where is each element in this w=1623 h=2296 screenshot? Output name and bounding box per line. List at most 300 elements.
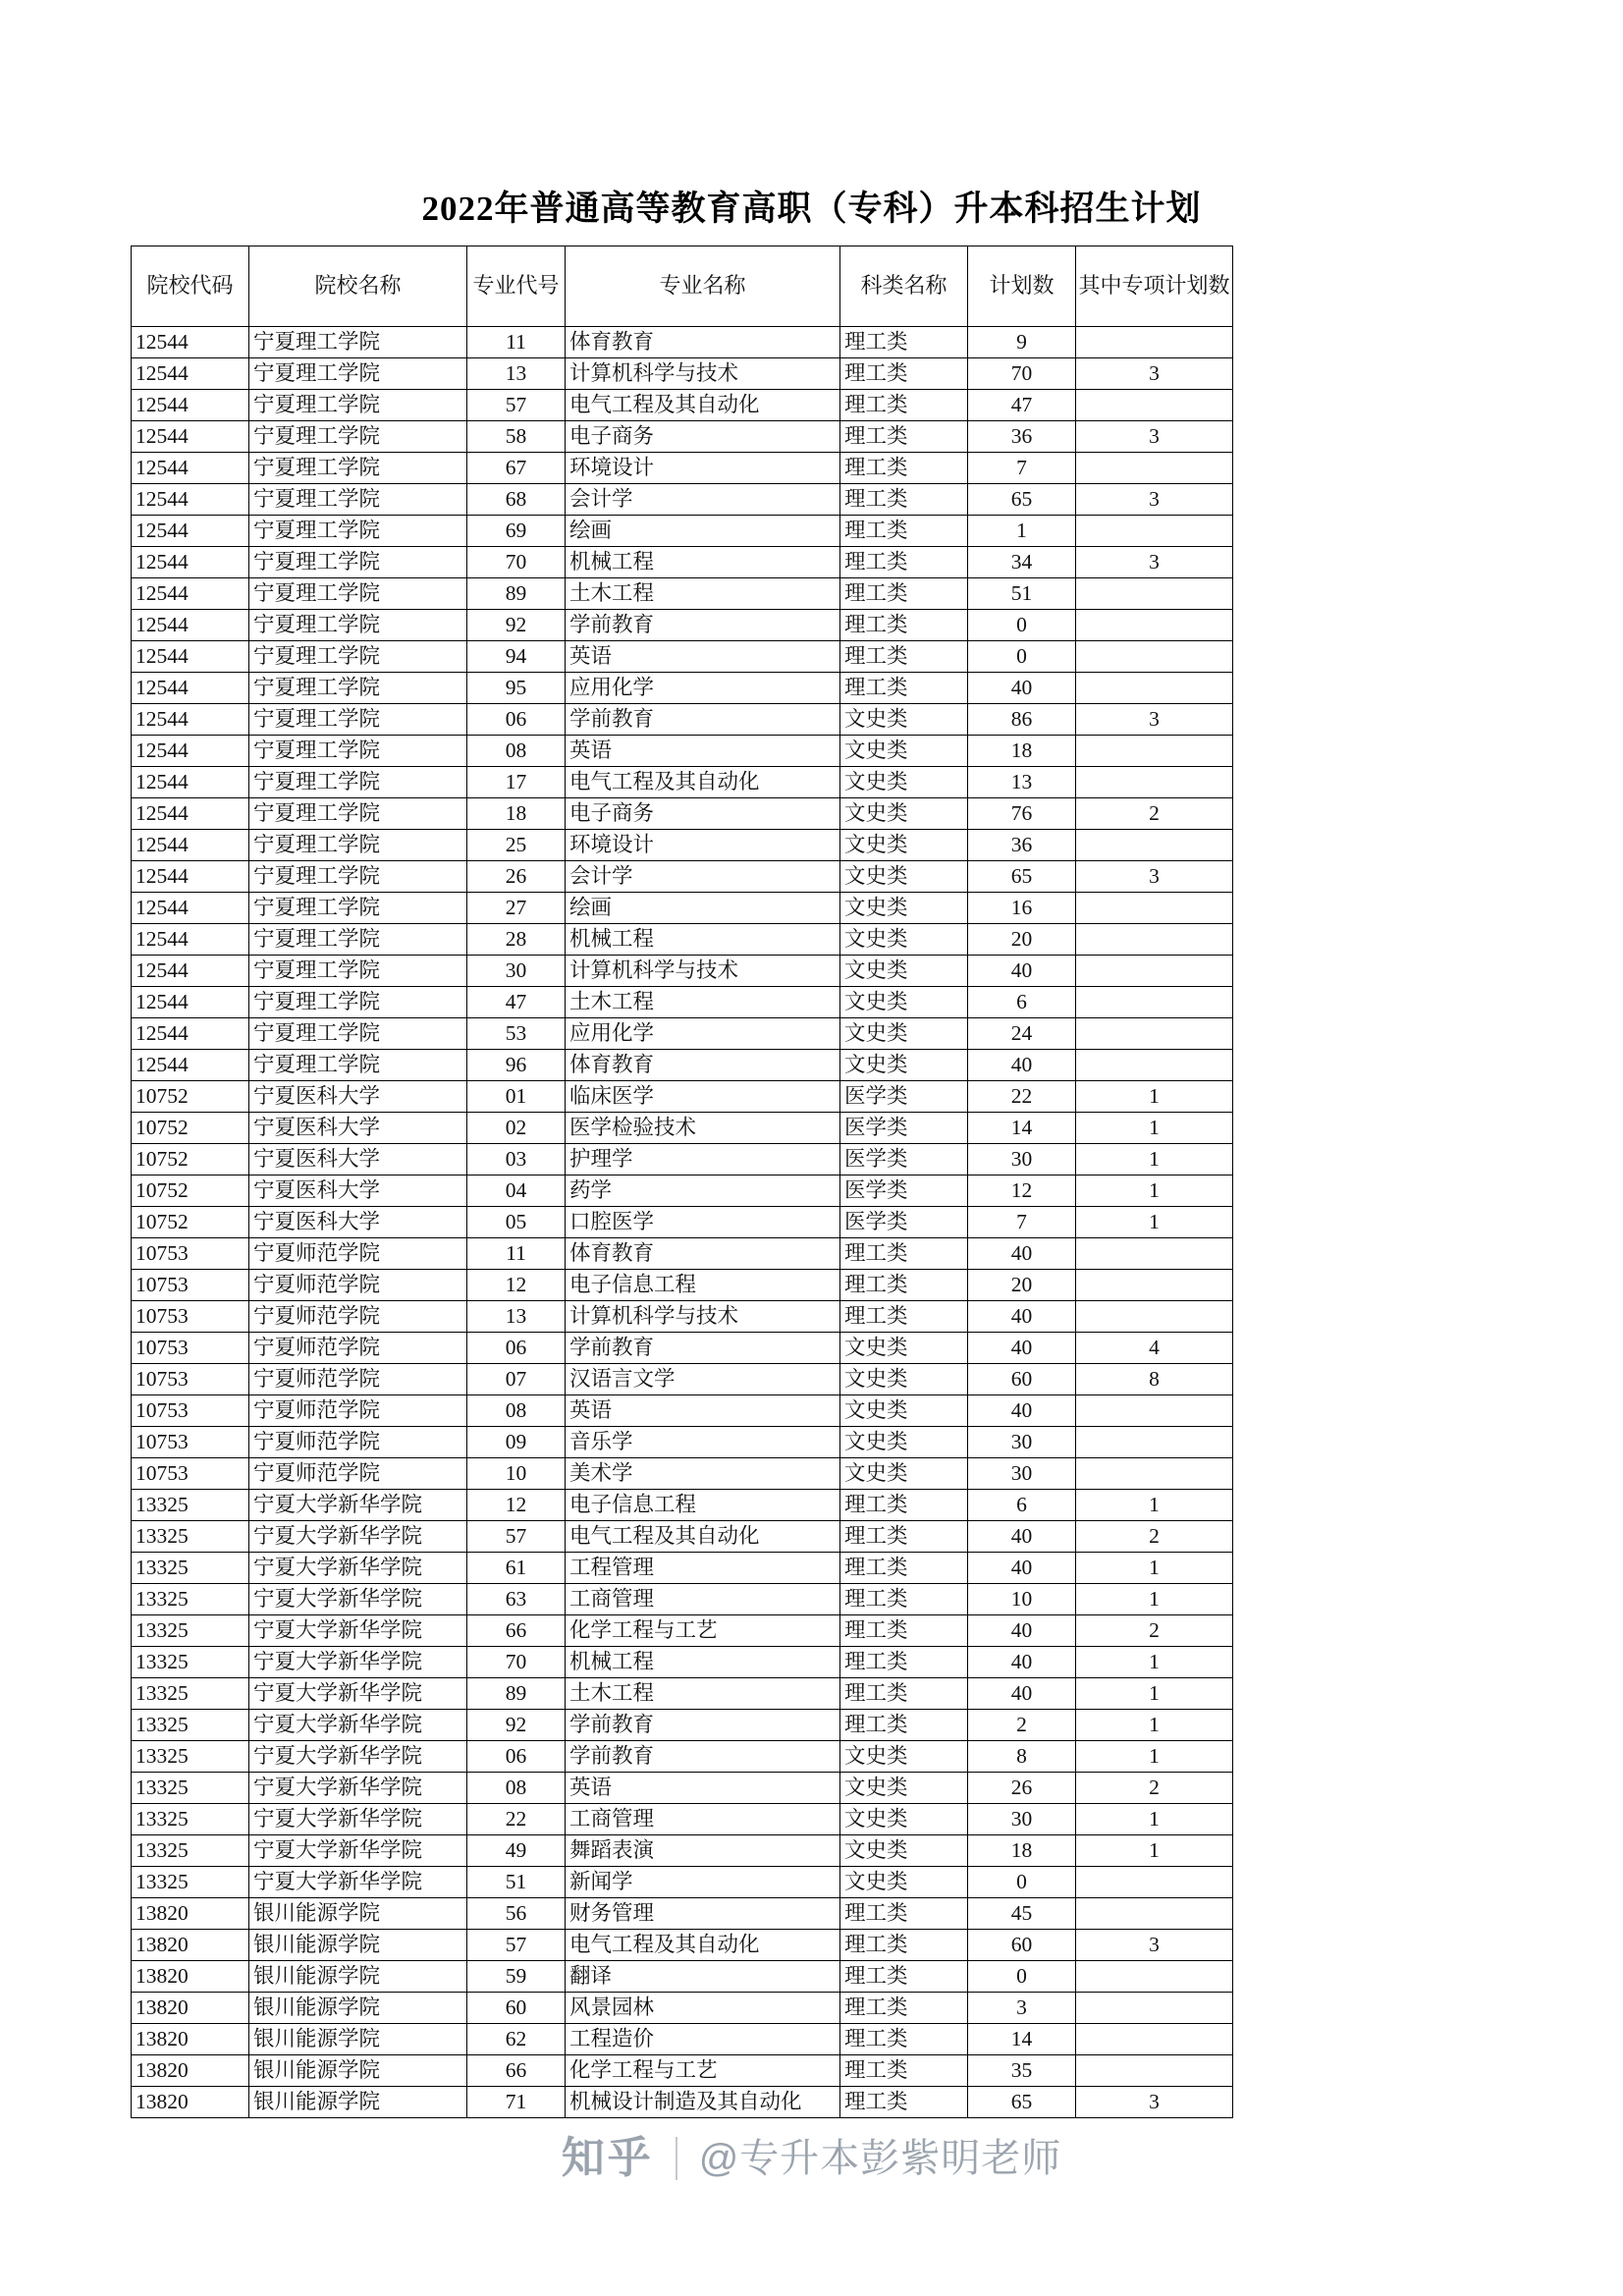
cell-cat: 医学类 <box>840 1144 968 1175</box>
table-row <box>132 2055 1233 2087</box>
cell-plan: 36 <box>968 830 1076 861</box>
cell-cat: 理工类 <box>840 1710 968 1741</box>
table-row <box>132 578 1233 610</box>
cell-majno: 89 <box>467 1678 566 1710</box>
cell-school: 宁夏理工学院 <box>249 578 467 610</box>
cell-school: 宁夏大学新华学院 <box>249 1521 467 1553</box>
cell-plan: 0 <box>968 641 1076 673</box>
table-row <box>132 641 1233 673</box>
cell-spec: 4 <box>1076 1333 1233 1364</box>
cell-code: 13325 <box>132 1647 249 1678</box>
cell-school: 宁夏理工学院 <box>249 673 467 704</box>
cell-majno: 61 <box>467 1553 566 1584</box>
cell-code: 13325 <box>132 1710 249 1741</box>
cell-school: 宁夏理工学院 <box>249 390 467 421</box>
cell-spec: 1 <box>1076 1741 1233 1773</box>
cell-school: 宁夏大学新华学院 <box>249 1710 467 1741</box>
cell-majno: 12 <box>467 1490 566 1521</box>
cell-spec: 3 <box>1076 421 1233 453</box>
cell-majno: 59 <box>467 1961 566 1993</box>
cell-cat: 理工类 <box>840 421 968 453</box>
column-header-plan-count: 计划数 <box>968 246 1076 327</box>
cell-cat: 理工类 <box>840 516 968 547</box>
cell-cat: 理工类 <box>840 1553 968 1584</box>
cell-major: 风景园林 <box>566 1993 840 2024</box>
cell-code: 12544 <box>132 893 249 924</box>
cell-school: 宁夏理工学院 <box>249 453 467 484</box>
cell-school: 银川能源学院 <box>249 2024 467 2055</box>
cell-cat: 文史类 <box>840 798 968 830</box>
table-row <box>132 421 1233 453</box>
cell-major: 机械设计制造及其自动化 <box>566 2087 840 2118</box>
cell-major: 体育教育 <box>566 327 840 358</box>
cell-code: 10752 <box>132 1207 249 1238</box>
table-row <box>132 453 1233 484</box>
cell-school: 宁夏医科大学 <box>249 1207 467 1238</box>
cell-majno: 25 <box>467 830 566 861</box>
cell-code: 12544 <box>132 516 249 547</box>
cell-code: 10752 <box>132 1081 249 1113</box>
cell-code: 12544 <box>132 704 249 736</box>
table-row <box>132 1993 1233 2024</box>
cell-cat: 理工类 <box>840 1238 968 1270</box>
column-header-category-name: 科类名称 <box>840 246 968 327</box>
watermark <box>0 2134 1623 2182</box>
cell-majno: 11 <box>467 327 566 358</box>
cell-major: 体育教育 <box>566 1050 840 1081</box>
cell-cat: 理工类 <box>840 484 968 516</box>
cell-cat: 理工类 <box>840 1993 968 2024</box>
cell-cat: 理工类 <box>840 1930 968 1961</box>
table-row <box>132 736 1233 767</box>
cell-code: 10752 <box>132 1113 249 1144</box>
cell-plan: 12 <box>968 1175 1076 1207</box>
cell-major: 应用化学 <box>566 1018 840 1050</box>
cell-major: 土木工程 <box>566 1678 840 1710</box>
table-row <box>132 1710 1233 1741</box>
cell-school: 宁夏师范学院 <box>249 1458 467 1490</box>
cell-major: 护理学 <box>566 1144 840 1175</box>
table-row <box>132 2087 1233 2118</box>
cell-school: 宁夏大学新华学院 <box>249 1741 467 1773</box>
cell-school: 宁夏大学新华学院 <box>249 1647 467 1678</box>
cell-school: 宁夏理工学院 <box>249 924 467 956</box>
cell-code: 13325 <box>132 1804 249 1835</box>
cell-major: 口腔医学 <box>566 1207 840 1238</box>
cell-majno: 18 <box>467 798 566 830</box>
cell-major: 工商管理 <box>566 1804 840 1835</box>
cell-major: 医学检验技术 <box>566 1113 840 1144</box>
cell-spec: 8 <box>1076 1364 1233 1395</box>
cell-school: 宁夏理工学院 <box>249 484 467 516</box>
cell-plan: 60 <box>968 1930 1076 1961</box>
cell-code: 13325 <box>132 1867 249 1898</box>
cell-cat: 理工类 <box>840 2024 968 2055</box>
cell-spec <box>1076 1050 1233 1081</box>
table-row <box>132 924 1233 956</box>
cell-plan: 36 <box>968 421 1076 453</box>
cell-plan: 30 <box>968 1458 1076 1490</box>
table-row <box>132 1615 1233 1647</box>
table-row <box>132 1333 1233 1364</box>
cell-school: 宁夏大学新华学院 <box>249 1835 467 1867</box>
table-row <box>132 767 1233 798</box>
cell-plan: 40 <box>968 1615 1076 1647</box>
cell-majno: 71 <box>467 2087 566 2118</box>
cell-plan: 40 <box>968 1301 1076 1333</box>
cell-code: 13325 <box>132 1490 249 1521</box>
cell-spec: 1 <box>1076 1081 1233 1113</box>
cell-majno: 08 <box>467 1395 566 1427</box>
cell-plan: 1 <box>968 516 1076 547</box>
cell-majno: 13 <box>467 1301 566 1333</box>
cell-school: 宁夏医科大学 <box>249 1113 467 1144</box>
cell-plan: 16 <box>968 893 1076 924</box>
cell-majno: 58 <box>467 421 566 453</box>
cell-school: 宁夏医科大学 <box>249 1175 467 1207</box>
cell-spec: 1 <box>1076 1207 1233 1238</box>
cell-spec: 3 <box>1076 861 1233 893</box>
cell-cat: 理工类 <box>840 1647 968 1678</box>
cell-majno: 57 <box>467 1521 566 1553</box>
cell-majno: 94 <box>467 641 566 673</box>
table-row <box>132 830 1233 861</box>
cell-major: 英语 <box>566 736 840 767</box>
cell-cat: 文史类 <box>840 1773 968 1804</box>
table-row <box>132 1144 1233 1175</box>
cell-cat: 文史类 <box>840 736 968 767</box>
watermark-author: @专升本彭紫明老师 <box>698 2137 1062 2180</box>
cell-code: 10753 <box>132 1301 249 1333</box>
cell-code: 13820 <box>132 2055 249 2087</box>
cell-major: 学前教育 <box>566 704 840 736</box>
cell-spec: 3 <box>1076 358 1233 390</box>
table-row <box>132 390 1233 421</box>
cell-major: 学前教育 <box>566 1710 840 1741</box>
cell-school: 宁夏大学新华学院 <box>249 1773 467 1804</box>
cell-majno: 51 <box>467 1867 566 1898</box>
table-row <box>132 1427 1233 1458</box>
cell-majno: 12 <box>467 1270 566 1301</box>
cell-code: 13325 <box>132 1584 249 1615</box>
cell-major: 药学 <box>566 1175 840 1207</box>
table-row <box>132 1835 1233 1867</box>
cell-school: 宁夏理工学院 <box>249 736 467 767</box>
cell-plan: 20 <box>968 924 1076 956</box>
cell-school: 宁夏大学新华学院 <box>249 1678 467 1710</box>
cell-major: 机械工程 <box>566 924 840 956</box>
cell-code: 12544 <box>132 956 249 987</box>
cell-spec: 3 <box>1076 1930 1233 1961</box>
cell-majno: 08 <box>467 736 566 767</box>
cell-school: 宁夏大学新华学院 <box>249 1804 467 1835</box>
cell-cat: 文史类 <box>840 924 968 956</box>
cell-school: 宁夏理工学院 <box>249 893 467 924</box>
cell-code: 12544 <box>132 987 249 1018</box>
cell-major: 英语 <box>566 1395 840 1427</box>
cell-major: 美术学 <box>566 1458 840 1490</box>
cell-code: 13325 <box>132 1615 249 1647</box>
cell-code: 10753 <box>132 1333 249 1364</box>
cell-spec <box>1076 1238 1233 1270</box>
cell-cat: 文史类 <box>840 1804 968 1835</box>
cell-school: 宁夏师范学院 <box>249 1395 467 1427</box>
cell-spec <box>1076 987 1233 1018</box>
table-row <box>132 327 1233 358</box>
admission-plan-table-wrap <box>131 246 1232 2118</box>
cell-school: 宁夏大学新华学院 <box>249 1553 467 1584</box>
cell-spec: 1 <box>1076 1647 1233 1678</box>
cell-plan: 60 <box>968 1364 1076 1395</box>
cell-major: 电子信息工程 <box>566 1490 840 1521</box>
cell-cat: 理工类 <box>840 1961 968 1993</box>
column-header-school-code: 院校代码 <box>132 246 249 327</box>
cell-spec: 1 <box>1076 1678 1233 1710</box>
cell-code: 13325 <box>132 1553 249 1584</box>
cell-plan: 13 <box>968 767 1076 798</box>
cell-plan: 6 <box>968 987 1076 1018</box>
cell-majno: 13 <box>467 358 566 390</box>
cell-plan: 2 <box>968 1710 1076 1741</box>
cell-school: 宁夏师范学院 <box>249 1301 467 1333</box>
cell-majno: 27 <box>467 893 566 924</box>
cell-majno: 53 <box>467 1018 566 1050</box>
cell-major: 机械工程 <box>566 1647 840 1678</box>
cell-code: 12544 <box>132 547 249 578</box>
cell-code: 12544 <box>132 327 249 358</box>
cell-major: 翻译 <box>566 1961 840 1993</box>
cell-majno: 06 <box>467 1333 566 1364</box>
cell-plan: 40 <box>968 1050 1076 1081</box>
cell-code: 13820 <box>132 2087 249 2118</box>
cell-major: 体育教育 <box>566 1238 840 1270</box>
cell-school: 银川能源学院 <box>249 1961 467 1993</box>
cell-plan: 65 <box>968 861 1076 893</box>
cell-plan: 6 <box>968 1490 1076 1521</box>
cell-spec <box>1076 610 1233 641</box>
cell-spec: 1 <box>1076 1113 1233 1144</box>
cell-major: 英语 <box>566 1773 840 1804</box>
cell-spec: 3 <box>1076 547 1233 578</box>
cell-cat: 文史类 <box>840 1427 968 1458</box>
cell-school: 宁夏理工学院 <box>249 987 467 1018</box>
cell-plan: 14 <box>968 1113 1076 1144</box>
table-row <box>132 861 1233 893</box>
cell-cat: 文史类 <box>840 1458 968 1490</box>
cell-spec: 1 <box>1076 1175 1233 1207</box>
cell-school: 宁夏理工学院 <box>249 610 467 641</box>
cell-major: 电气工程及其自动化 <box>566 1521 840 1553</box>
table-body <box>132 327 1233 2118</box>
cell-cat: 理工类 <box>840 358 968 390</box>
cell-major: 舞蹈表演 <box>566 1835 840 1867</box>
cell-code: 10753 <box>132 1427 249 1458</box>
cell-major: 绘画 <box>566 516 840 547</box>
table-row <box>132 956 1233 987</box>
cell-cat: 文史类 <box>840 1835 968 1867</box>
cell-school: 宁夏理工学院 <box>249 830 467 861</box>
cell-major: 电子信息工程 <box>566 1270 840 1301</box>
cell-major: 化学工程与工艺 <box>566 2055 840 2087</box>
cell-major: 机械工程 <box>566 547 840 578</box>
cell-school: 宁夏理工学院 <box>249 358 467 390</box>
table-row <box>132 1553 1233 1584</box>
table-header-row <box>132 246 1233 327</box>
cell-majno: 04 <box>467 1175 566 1207</box>
cell-major: 工程造价 <box>566 2024 840 2055</box>
page-title: 2022年普通高等教育高职（专科）升本科招生计划 <box>421 190 1202 228</box>
table-row <box>132 1458 1233 1490</box>
cell-school: 银川能源学院 <box>249 1993 467 2024</box>
cell-plan: 7 <box>968 1207 1076 1238</box>
watermark-divider <box>676 2137 677 2180</box>
cell-major: 电气工程及其自动化 <box>566 390 840 421</box>
table-row <box>132 1301 1233 1333</box>
cell-school: 宁夏大学新华学院 <box>249 1490 467 1521</box>
cell-plan: 34 <box>968 547 1076 578</box>
cell-majno: 66 <box>467 2055 566 2087</box>
cell-cat: 文史类 <box>840 767 968 798</box>
cell-code: 12544 <box>132 641 249 673</box>
cell-majno: 62 <box>467 2024 566 2055</box>
cell-major: 临床医学 <box>566 1081 840 1113</box>
cell-majno: 07 <box>467 1364 566 1395</box>
cell-majno: 47 <box>467 987 566 1018</box>
cell-cat: 理工类 <box>840 1301 968 1333</box>
cell-school: 宁夏医科大学 <box>249 1144 467 1175</box>
cell-code: 10752 <box>132 1144 249 1175</box>
cell-spec <box>1076 893 1233 924</box>
table-row <box>132 358 1233 390</box>
cell-cat: 文史类 <box>840 893 968 924</box>
cell-spec <box>1076 830 1233 861</box>
cell-major: 音乐学 <box>566 1427 840 1458</box>
cell-cat: 医学类 <box>840 1175 968 1207</box>
cell-majno: 06 <box>467 1741 566 1773</box>
cell-majno: 63 <box>467 1584 566 1615</box>
cell-spec <box>1076 327 1233 358</box>
cell-plan: 20 <box>968 1270 1076 1301</box>
cell-plan: 76 <box>968 798 1076 830</box>
cell-spec <box>1076 641 1233 673</box>
cell-major: 工商管理 <box>566 1584 840 1615</box>
cell-school: 宁夏理工学院 <box>249 1018 467 1050</box>
cell-majno: 03 <box>467 1144 566 1175</box>
cell-majno: 01 <box>467 1081 566 1113</box>
table-row <box>132 1270 1233 1301</box>
cell-school: 宁夏大学新华学院 <box>249 1615 467 1647</box>
column-header-school-name: 院校名称 <box>249 246 467 327</box>
cell-majno: 70 <box>467 1647 566 1678</box>
cell-majno: 57 <box>467 390 566 421</box>
cell-spec <box>1076 1961 1233 1993</box>
table-row <box>132 1018 1233 1050</box>
cell-school: 宁夏医科大学 <box>249 1081 467 1113</box>
cell-school: 银川能源学院 <box>249 1898 467 1930</box>
cell-cat: 文史类 <box>840 830 968 861</box>
cell-major: 环境设计 <box>566 453 840 484</box>
cell-school: 宁夏大学新华学院 <box>249 1584 467 1615</box>
table-row <box>132 1490 1233 1521</box>
cell-code: 13325 <box>132 1521 249 1553</box>
cell-school: 宁夏理工学院 <box>249 704 467 736</box>
cell-spec: 1 <box>1076 1710 1233 1741</box>
cell-school: 宁夏师范学院 <box>249 1238 467 1270</box>
cell-major: 电子商务 <box>566 798 840 830</box>
table-row <box>132 610 1233 641</box>
cell-code: 12544 <box>132 610 249 641</box>
cell-cat: 理工类 <box>840 1584 968 1615</box>
cell-cat: 理工类 <box>840 2055 968 2087</box>
cell-majno: 69 <box>467 516 566 547</box>
cell-majno: 49 <box>467 1835 566 1867</box>
cell-plan: 26 <box>968 1773 1076 1804</box>
cell-plan: 65 <box>968 2087 1076 2118</box>
cell-cat: 理工类 <box>840 547 968 578</box>
cell-major: 电气工程及其自动化 <box>566 767 840 798</box>
cell-cat: 医学类 <box>840 1113 968 1144</box>
cell-school: 宁夏大学新华学院 <box>249 1867 467 1898</box>
table-row <box>132 1867 1233 1898</box>
table-row <box>132 798 1233 830</box>
cell-major: 绘画 <box>566 893 840 924</box>
cell-spec <box>1076 736 1233 767</box>
table-row <box>132 1050 1233 1081</box>
cell-school: 宁夏理工学院 <box>249 516 467 547</box>
cell-cat: 理工类 <box>840 578 968 610</box>
cell-code: 12544 <box>132 390 249 421</box>
cell-spec <box>1076 767 1233 798</box>
cell-code: 12544 <box>132 578 249 610</box>
cell-spec <box>1076 390 1233 421</box>
cell-code: 12544 <box>132 484 249 516</box>
cell-plan: 8 <box>968 1741 1076 1773</box>
cell-major: 化学工程与工艺 <box>566 1615 840 1647</box>
cell-code: 13325 <box>132 1678 249 1710</box>
cell-plan: 86 <box>968 704 1076 736</box>
cell-spec: 2 <box>1076 1773 1233 1804</box>
cell-code: 10752 <box>132 1175 249 1207</box>
cell-spec <box>1076 1270 1233 1301</box>
table-row <box>132 1804 1233 1835</box>
cell-cat: 文史类 <box>840 1333 968 1364</box>
cell-spec: 3 <box>1076 2087 1233 2118</box>
cell-major: 会计学 <box>566 484 840 516</box>
cell-code: 13325 <box>132 1773 249 1804</box>
cell-spec <box>1076 1301 1233 1333</box>
cell-cat: 文史类 <box>840 1395 968 1427</box>
cell-code: 13820 <box>132 1961 249 1993</box>
cell-plan: 47 <box>968 390 1076 421</box>
cell-plan: 24 <box>968 1018 1076 1050</box>
cell-plan: 40 <box>968 1395 1076 1427</box>
cell-majno: 95 <box>467 673 566 704</box>
cell-code: 13820 <box>132 1930 249 1961</box>
table-row <box>132 987 1233 1018</box>
cell-majno: 22 <box>467 1804 566 1835</box>
cell-cat: 理工类 <box>840 327 968 358</box>
cell-plan: 40 <box>968 673 1076 704</box>
table-row <box>132 1741 1233 1773</box>
cell-spec: 2 <box>1076 1521 1233 1553</box>
cell-spec: 2 <box>1076 1615 1233 1647</box>
cell-majno: 09 <box>467 1427 566 1458</box>
cell-cat: 理工类 <box>840 673 968 704</box>
cell-cat: 理工类 <box>840 1521 968 1553</box>
cell-plan: 40 <box>968 956 1076 987</box>
cell-plan: 3 <box>968 1993 1076 2024</box>
column-header-special-plan-count: 其中专项计划数 <box>1076 246 1233 327</box>
